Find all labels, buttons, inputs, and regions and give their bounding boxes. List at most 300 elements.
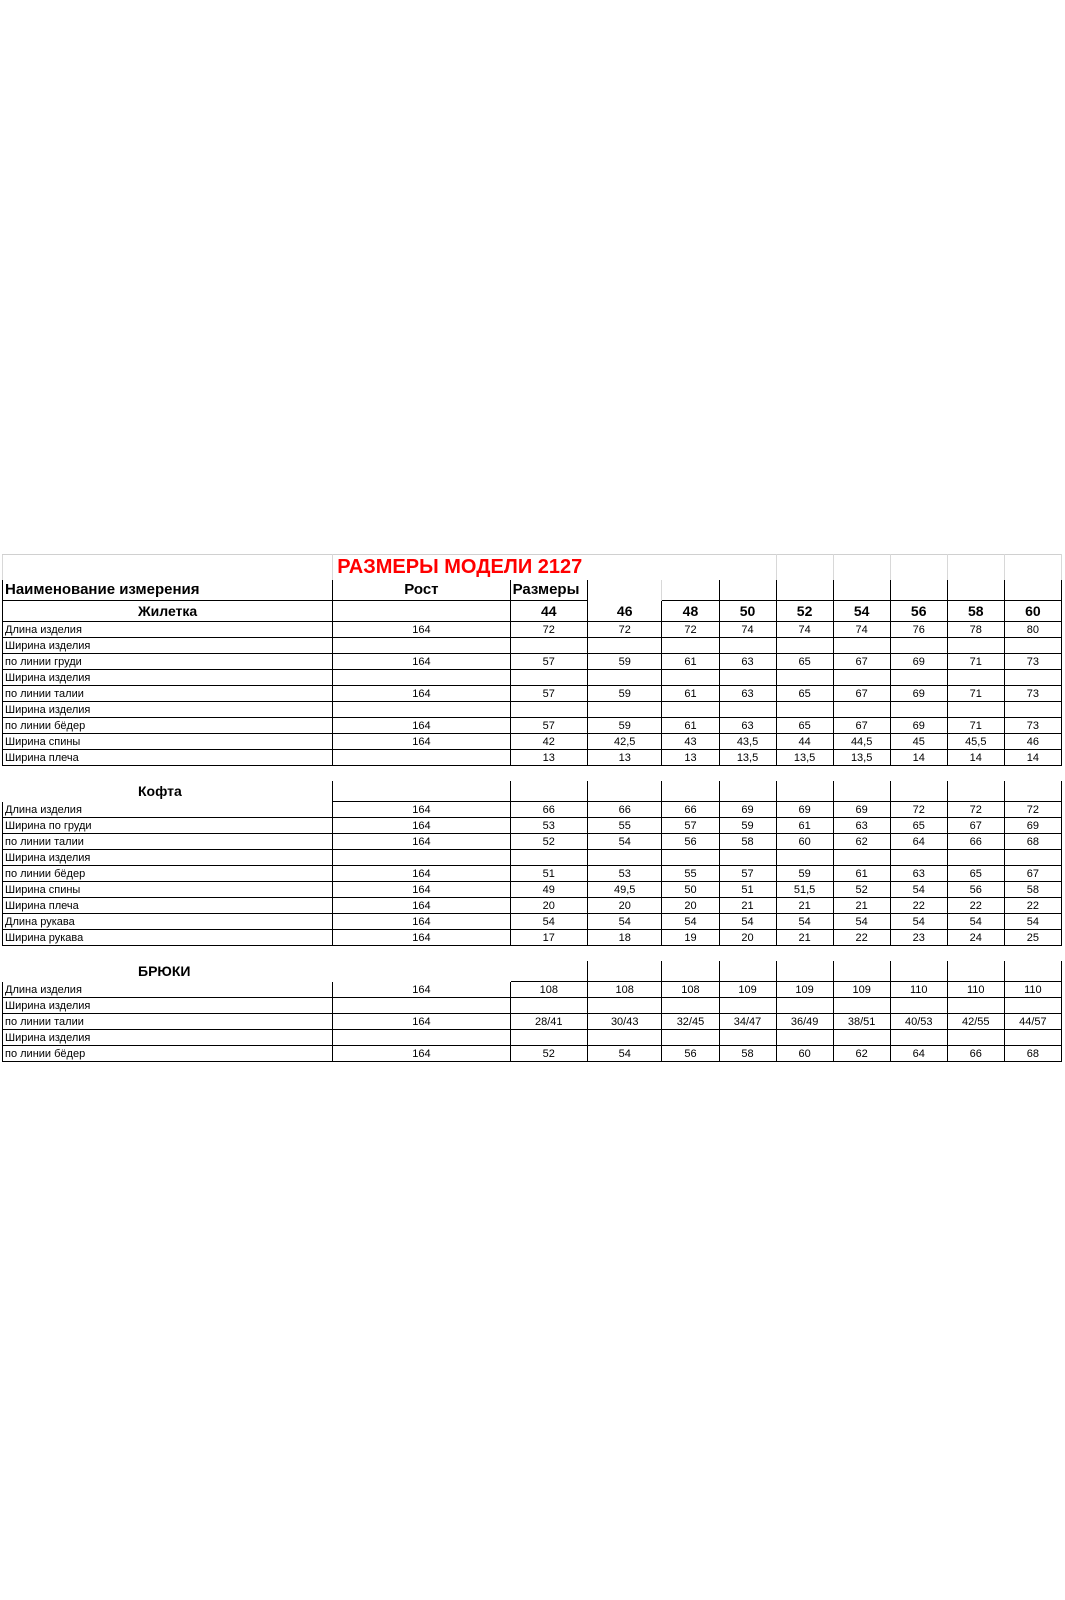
height-cell bbox=[333, 961, 510, 982]
size-value: 59 bbox=[588, 718, 662, 734]
size-value: 64 bbox=[890, 1046, 947, 1062]
size-value bbox=[890, 638, 947, 654]
size-value: 110 bbox=[947, 982, 1004, 998]
empty-cell bbox=[833, 781, 890, 802]
measure-header: Наименование измерения bbox=[3, 580, 333, 601]
size-value: 54 bbox=[776, 914, 833, 930]
size-value: 54 bbox=[947, 914, 1004, 930]
size-value: 43 bbox=[662, 734, 719, 750]
size-value: 53 bbox=[588, 866, 662, 882]
size-value bbox=[833, 850, 890, 866]
table-row bbox=[3, 850, 1062, 866]
size-value: 44/57 bbox=[1004, 1014, 1061, 1030]
size-header: 54 bbox=[833, 601, 890, 622]
size-value bbox=[588, 638, 662, 654]
size-value: 45 bbox=[890, 734, 947, 750]
size-value: 56 bbox=[947, 882, 1004, 898]
size-value: 65 bbox=[776, 686, 833, 702]
empty-cell bbox=[947, 961, 1004, 982]
table-row bbox=[3, 750, 1062, 766]
size-value bbox=[890, 670, 947, 686]
size-value: 14 bbox=[1004, 750, 1061, 766]
height-value bbox=[333, 670, 510, 686]
height-value: 164 bbox=[333, 914, 510, 930]
size-value: 69 bbox=[1004, 818, 1061, 834]
table-row bbox=[3, 802, 1062, 818]
measure-label: по линии бёдер bbox=[3, 718, 333, 734]
size-value: 54 bbox=[890, 914, 947, 930]
size-value: 60 bbox=[776, 1046, 833, 1062]
size-value: 108 bbox=[588, 982, 662, 998]
size-value: 21 bbox=[776, 930, 833, 946]
size-value: 63 bbox=[719, 718, 776, 734]
measure-label: Ширина рукава bbox=[3, 930, 333, 946]
size-value: 67 bbox=[1004, 866, 1061, 882]
size-value: 21 bbox=[833, 898, 890, 914]
size-value bbox=[890, 850, 947, 866]
size-value: 61 bbox=[833, 866, 890, 882]
measure-label: Ширина изделия bbox=[3, 638, 333, 654]
size-value: 54 bbox=[510, 914, 587, 930]
section-title: БРЮКИ bbox=[138, 963, 191, 979]
height-value: 164 bbox=[333, 686, 510, 702]
size-value: 52 bbox=[833, 882, 890, 898]
size-value bbox=[588, 998, 662, 1014]
table-row bbox=[3, 998, 1062, 1014]
size-value: 54 bbox=[833, 914, 890, 930]
height-value: 164 bbox=[333, 834, 510, 850]
size-value: 72 bbox=[662, 622, 719, 638]
measure-label: Ширина изделия bbox=[3, 998, 333, 1014]
size-value: 22 bbox=[1004, 898, 1061, 914]
size-value bbox=[833, 670, 890, 686]
table-row bbox=[3, 882, 1062, 898]
size-value: 57 bbox=[662, 818, 719, 834]
spacer-row bbox=[3, 946, 1062, 961]
sizes-header: Размеры bbox=[510, 580, 587, 601]
size-header: 58 bbox=[947, 601, 1004, 622]
size-value: 13 bbox=[588, 750, 662, 766]
size-value bbox=[719, 1030, 776, 1046]
size-value: 59 bbox=[719, 818, 776, 834]
size-value: 72 bbox=[510, 622, 587, 638]
height-value: 164 bbox=[333, 718, 510, 734]
size-value bbox=[833, 998, 890, 1014]
size-value: 38/51 bbox=[833, 1014, 890, 1030]
empty-cell bbox=[833, 961, 890, 982]
measure-label: по линии талии bbox=[3, 1014, 333, 1030]
size-value bbox=[1004, 670, 1061, 686]
size-value bbox=[776, 850, 833, 866]
height-value bbox=[333, 998, 510, 1014]
size-value: 23 bbox=[890, 930, 947, 946]
size-value: 64 bbox=[890, 834, 947, 850]
size-value: 73 bbox=[1004, 654, 1061, 670]
size-value: 20 bbox=[588, 898, 662, 914]
table-row bbox=[3, 734, 1062, 750]
size-value: 21 bbox=[719, 898, 776, 914]
table-row bbox=[3, 834, 1062, 850]
empty-cell bbox=[776, 961, 833, 982]
size-value bbox=[719, 850, 776, 866]
size-value: 74 bbox=[833, 622, 890, 638]
size-value: 44 bbox=[776, 734, 833, 750]
size-value: 32/45 bbox=[662, 1014, 719, 1030]
measure-label: Ширина плеча bbox=[3, 750, 333, 766]
size-value: 19 bbox=[662, 930, 719, 946]
size-value bbox=[662, 850, 719, 866]
size-value: 54 bbox=[588, 914, 662, 930]
size-value: 72 bbox=[890, 802, 947, 818]
table-row bbox=[3, 718, 1062, 734]
table-row bbox=[3, 914, 1062, 930]
table-row bbox=[3, 670, 1062, 686]
size-header: 46 bbox=[588, 601, 662, 622]
size-value: 109 bbox=[833, 982, 890, 998]
height-value: 164 bbox=[333, 930, 510, 946]
empty-cell bbox=[776, 781, 833, 802]
size-value: 62 bbox=[833, 834, 890, 850]
size-value: 108 bbox=[662, 982, 719, 998]
table-row bbox=[3, 638, 1062, 654]
size-value: 68 bbox=[1004, 1046, 1061, 1062]
size-value: 63 bbox=[719, 654, 776, 670]
size-value: 66 bbox=[947, 834, 1004, 850]
measure-label: Длина рукава bbox=[3, 914, 333, 930]
size-value bbox=[510, 670, 587, 686]
size-value: 51,5 bbox=[776, 882, 833, 898]
size-value: 14 bbox=[947, 750, 1004, 766]
size-value: 66 bbox=[588, 802, 662, 818]
size-value: 110 bbox=[890, 982, 947, 998]
size-value bbox=[947, 1030, 1004, 1046]
size-value bbox=[588, 702, 662, 718]
title-row bbox=[3, 555, 1062, 580]
height-value: 164 bbox=[333, 734, 510, 750]
header-row bbox=[3, 580, 1062, 601]
size-value: 61 bbox=[662, 718, 719, 734]
size-value: 42/55 bbox=[947, 1014, 1004, 1030]
size-value: 21 bbox=[776, 898, 833, 914]
size-value bbox=[510, 702, 587, 718]
size-value bbox=[890, 998, 947, 1014]
size-value: 28/41 bbox=[510, 1014, 587, 1030]
size-value bbox=[776, 670, 833, 686]
size-value: 74 bbox=[719, 622, 776, 638]
size-value: 24 bbox=[947, 930, 1004, 946]
size-value: 14 bbox=[890, 750, 947, 766]
size-value bbox=[662, 702, 719, 718]
table-row bbox=[3, 686, 1062, 702]
size-value: 43,5 bbox=[719, 734, 776, 750]
size-value bbox=[719, 638, 776, 654]
measure-label: Ширина спины bbox=[3, 734, 333, 750]
size-value: 13,5 bbox=[833, 750, 890, 766]
height-value: 164 bbox=[333, 882, 510, 898]
size-value: 36/49 bbox=[776, 1014, 833, 1030]
size-value bbox=[510, 850, 587, 866]
size-value: 45,5 bbox=[947, 734, 1004, 750]
size-header: 50 bbox=[719, 601, 776, 622]
size-value: 57 bbox=[510, 718, 587, 734]
empty-cell bbox=[1004, 781, 1061, 802]
size-value: 76 bbox=[890, 622, 947, 638]
size-value: 18 bbox=[588, 930, 662, 946]
size-value: 60 bbox=[776, 834, 833, 850]
size-value: 67 bbox=[833, 654, 890, 670]
size-value: 59 bbox=[776, 866, 833, 882]
table-row bbox=[3, 898, 1062, 914]
size-value: 30/43 bbox=[588, 1014, 662, 1030]
height-header: Рост bbox=[333, 580, 510, 601]
table-row bbox=[3, 1046, 1062, 1062]
size-value: 67 bbox=[947, 818, 1004, 834]
size-value: 73 bbox=[1004, 686, 1061, 702]
size-value bbox=[890, 702, 947, 718]
size-value bbox=[1004, 1030, 1061, 1046]
table-row bbox=[3, 654, 1062, 670]
table-row bbox=[3, 1030, 1062, 1046]
size-value: 63 bbox=[833, 818, 890, 834]
size-value: 49,5 bbox=[588, 882, 662, 898]
size-header: 44 bbox=[510, 601, 587, 622]
size-value: 53 bbox=[510, 818, 587, 834]
size-value: 61 bbox=[662, 654, 719, 670]
size-value bbox=[719, 670, 776, 686]
measure-label: Ширина изделия bbox=[3, 670, 333, 686]
size-value bbox=[833, 702, 890, 718]
size-value bbox=[947, 850, 1004, 866]
height-cell bbox=[333, 601, 510, 622]
size-value bbox=[890, 1030, 947, 1046]
measure-label: Длина изделия bbox=[3, 622, 333, 638]
empty-cell bbox=[719, 781, 776, 802]
size-value: 71 bbox=[947, 718, 1004, 734]
size-value: 22 bbox=[890, 898, 947, 914]
empty-cell bbox=[588, 781, 662, 802]
size-value: 108 bbox=[510, 982, 587, 998]
size-value: 57 bbox=[719, 866, 776, 882]
size-value: 56 bbox=[662, 1046, 719, 1062]
size-value bbox=[776, 702, 833, 718]
size-value bbox=[510, 638, 587, 654]
spacer-row bbox=[3, 766, 1062, 781]
size-value: 42,5 bbox=[588, 734, 662, 750]
empty-cell bbox=[890, 781, 947, 802]
size-value: 72 bbox=[588, 622, 662, 638]
size-value: 78 bbox=[947, 622, 1004, 638]
size-chart-table bbox=[2, 554, 1062, 1062]
height-value: 164 bbox=[333, 866, 510, 882]
section-title: Кофта bbox=[3, 781, 333, 802]
size-value: 110 bbox=[1004, 982, 1061, 998]
measure-label: по линии талии bbox=[3, 834, 333, 850]
size-value bbox=[776, 638, 833, 654]
size-value: 20 bbox=[510, 898, 587, 914]
size-value: 67 bbox=[833, 686, 890, 702]
size-value: 67 bbox=[833, 718, 890, 734]
size-value: 69 bbox=[890, 686, 947, 702]
height-value: 164 bbox=[333, 898, 510, 914]
measure-label: по линии бёдер bbox=[3, 1046, 333, 1062]
size-value: 72 bbox=[947, 802, 1004, 818]
table-row bbox=[3, 818, 1062, 834]
measure-label: по линии талии bbox=[3, 686, 333, 702]
size-value bbox=[1004, 702, 1061, 718]
size-header: 56 bbox=[890, 601, 947, 622]
size-value: 73 bbox=[1004, 718, 1061, 734]
measure-label: Ширина по груди bbox=[3, 818, 333, 834]
size-value: 62 bbox=[833, 1046, 890, 1062]
size-value: 71 bbox=[947, 686, 1004, 702]
size-value bbox=[776, 1030, 833, 1046]
size-value bbox=[1004, 850, 1061, 866]
empty-cell bbox=[662, 781, 719, 802]
size-header: 60 bbox=[1004, 601, 1061, 622]
height-value bbox=[333, 702, 510, 718]
table-row bbox=[3, 702, 1062, 718]
size-value: 20 bbox=[662, 898, 719, 914]
size-value bbox=[588, 670, 662, 686]
measure-label: Ширина изделия bbox=[3, 850, 333, 866]
size-value bbox=[947, 638, 1004, 654]
size-value: 54 bbox=[890, 882, 947, 898]
size-value: 34/47 bbox=[719, 1014, 776, 1030]
height-value bbox=[333, 750, 510, 766]
size-value: 72 bbox=[1004, 802, 1061, 818]
size-value: 51 bbox=[510, 866, 587, 882]
size-value bbox=[776, 998, 833, 1014]
empty-cell bbox=[947, 781, 1004, 802]
size-value: 65 bbox=[890, 818, 947, 834]
size-value bbox=[662, 998, 719, 1014]
size-value bbox=[510, 1030, 587, 1046]
empty-cell bbox=[719, 961, 776, 982]
size-value: 65 bbox=[947, 866, 1004, 882]
empty-cell bbox=[890, 961, 947, 982]
size-value: 51 bbox=[719, 882, 776, 898]
measure-label: по линии бёдер bbox=[3, 866, 333, 882]
empty-cell bbox=[1004, 961, 1061, 982]
measure-label: Длина изделия bbox=[3, 802, 333, 818]
size-value: 58 bbox=[719, 1046, 776, 1062]
empty-cell bbox=[510, 961, 587, 982]
size-value: 57 bbox=[510, 686, 587, 702]
height-value: 164 bbox=[333, 1046, 510, 1062]
size-value: 55 bbox=[662, 866, 719, 882]
size-value bbox=[947, 670, 1004, 686]
height-value: 164 bbox=[333, 654, 510, 670]
size-value: 109 bbox=[776, 982, 833, 998]
size-value: 66 bbox=[662, 802, 719, 818]
empty-cell bbox=[662, 961, 719, 982]
size-value: 65 bbox=[776, 718, 833, 734]
height-value: 164 bbox=[333, 1014, 510, 1030]
size-value: 54 bbox=[662, 914, 719, 930]
section-title: Жилетка bbox=[3, 601, 333, 622]
empty-cell bbox=[588, 961, 662, 982]
size-value: 54 bbox=[719, 914, 776, 930]
size-value: 13 bbox=[662, 750, 719, 766]
page-title: РАЗМЕРЫ МОДЕЛИ 2127 bbox=[333, 555, 719, 580]
size-value: 58 bbox=[719, 834, 776, 850]
measure-label: Ширина плеча bbox=[3, 898, 333, 914]
height-value bbox=[333, 638, 510, 654]
size-header: 48 bbox=[662, 601, 719, 622]
section-header-row bbox=[3, 961, 1062, 982]
size-value: 46 bbox=[1004, 734, 1061, 750]
size-value: 25 bbox=[1004, 930, 1061, 946]
table-row bbox=[3, 866, 1062, 882]
size-value bbox=[588, 1030, 662, 1046]
size-value: 109 bbox=[719, 982, 776, 998]
measure-label: Ширина изделия bbox=[3, 1030, 333, 1046]
size-value bbox=[510, 998, 587, 1014]
size-value bbox=[833, 1030, 890, 1046]
size-value bbox=[1004, 638, 1061, 654]
size-value: 80 bbox=[1004, 622, 1061, 638]
size-value bbox=[833, 638, 890, 654]
size-value: 61 bbox=[776, 818, 833, 834]
height-value bbox=[333, 850, 510, 866]
size-value: 52 bbox=[510, 834, 587, 850]
size-value: 69 bbox=[776, 802, 833, 818]
size-value: 20 bbox=[719, 930, 776, 946]
size-value: 59 bbox=[588, 686, 662, 702]
size-value: 13,5 bbox=[719, 750, 776, 766]
height-value: 164 bbox=[333, 818, 510, 834]
size-value: 74 bbox=[776, 622, 833, 638]
measure-label: Длина изделия bbox=[3, 982, 333, 998]
size-value: 13,5 bbox=[776, 750, 833, 766]
size-value: 69 bbox=[890, 718, 947, 734]
size-value bbox=[719, 998, 776, 1014]
table-row bbox=[3, 982, 1062, 998]
sizes-row bbox=[3, 601, 1062, 622]
size-value: 52 bbox=[510, 1046, 587, 1062]
height-value: 164 bbox=[333, 982, 510, 998]
size-value: 42 bbox=[510, 734, 587, 750]
size-value: 22 bbox=[947, 898, 1004, 914]
size-value: 54 bbox=[588, 1046, 662, 1062]
size-value bbox=[662, 638, 719, 654]
size-value bbox=[947, 998, 1004, 1014]
size-value bbox=[719, 702, 776, 718]
size-value: 71 bbox=[947, 654, 1004, 670]
size-value: 66 bbox=[947, 1046, 1004, 1062]
size-value: 17 bbox=[510, 930, 587, 946]
empty-cell bbox=[510, 781, 587, 802]
height-value: 164 bbox=[333, 622, 510, 638]
measure-label: Ширина изделия bbox=[3, 702, 333, 718]
size-value: 50 bbox=[662, 882, 719, 898]
size-value: 68 bbox=[1004, 834, 1061, 850]
table-row bbox=[3, 1014, 1062, 1030]
size-value: 65 bbox=[776, 654, 833, 670]
size-value bbox=[662, 1030, 719, 1046]
size-value: 66 bbox=[510, 802, 587, 818]
size-value: 59 bbox=[588, 654, 662, 670]
size-value: 54 bbox=[1004, 914, 1061, 930]
size-value: 69 bbox=[719, 802, 776, 818]
size-value: 69 bbox=[833, 802, 890, 818]
size-header: 52 bbox=[776, 601, 833, 622]
height-value bbox=[333, 1030, 510, 1046]
size-value: 40/53 bbox=[890, 1014, 947, 1030]
size-value: 61 bbox=[662, 686, 719, 702]
size-value bbox=[947, 702, 1004, 718]
size-value: 63 bbox=[719, 686, 776, 702]
